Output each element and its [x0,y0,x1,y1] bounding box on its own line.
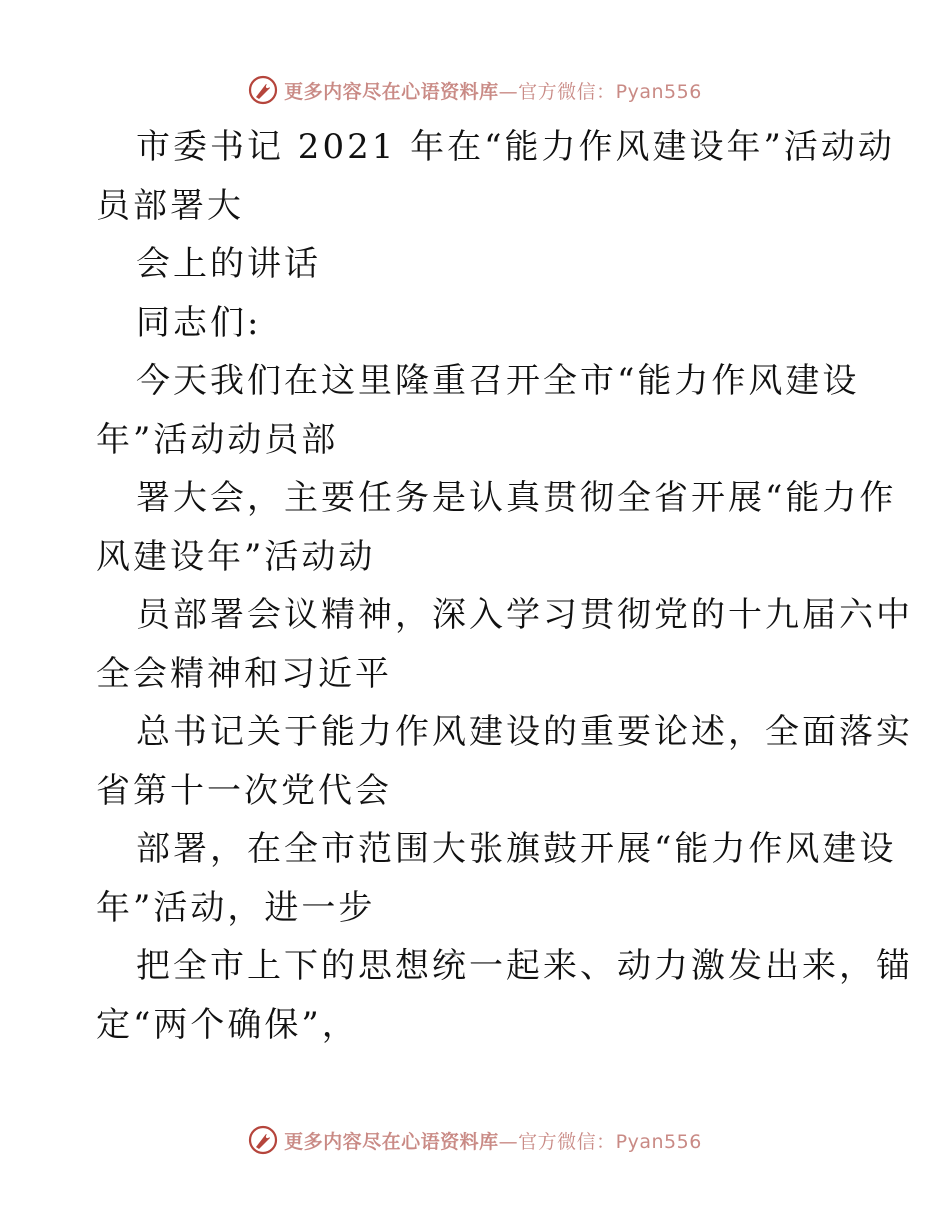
watermark-dash: — [498,1130,519,1153]
text-line: 年”活动动员部 [96,419,339,460]
watermark-contact: 官方微信：Pyan556 [518,1130,702,1153]
document-body [96,118,913,1054]
text-line: 署大会，主要任务是认真贯彻全省开展“能力作 [136,478,897,518]
text-line: 把全市上下的思想统一起来、动力激发出来，锚 [136,946,913,986]
watermark-brand: 更多内容尽在心语资料库 [284,1130,499,1153]
watermark-text [284,77,702,104]
footer-watermark [0,1122,950,1158]
text-line: 会上的讲话 [136,244,321,284]
pen-nib-logo-icon [248,75,278,105]
text-line: 省第十一次党代会 [96,770,392,811]
watermark-dash: — [498,80,519,103]
text-line: 风建设年”活动动 [96,536,376,577]
text-line: 员部署大 [96,185,244,226]
text-line: 今天我们在这里隆重召开全市“能力作风建设 [136,361,860,401]
watermark-text [284,1127,702,1154]
watermark-brand: 更多内容尽在心语资料库 [284,80,499,103]
text-line: 年”活动，进一步 [96,887,376,928]
text-line: 员部署会议精神，深入学习贯彻党的十九届六中 [136,595,913,635]
watermark-contact: 官方微信：Pyan556 [518,80,702,103]
header-watermark [0,72,950,108]
salutation: 同志们: [136,302,262,343]
text-line: 定“两个确保”， [96,1004,359,1045]
text-line: 部署，在全市范围大张旗鼓开展“能力作风建设 [136,829,897,869]
text-line: 总书记关于能力作风建设的重要论述，全面落实 [136,712,913,752]
pen-nib-logo-icon [248,1125,278,1155]
text-line: 市委书记 2021 年在“能力作风建设年”活动动 [136,127,895,167]
text-line: 全会精神和习近平 [96,653,392,694]
